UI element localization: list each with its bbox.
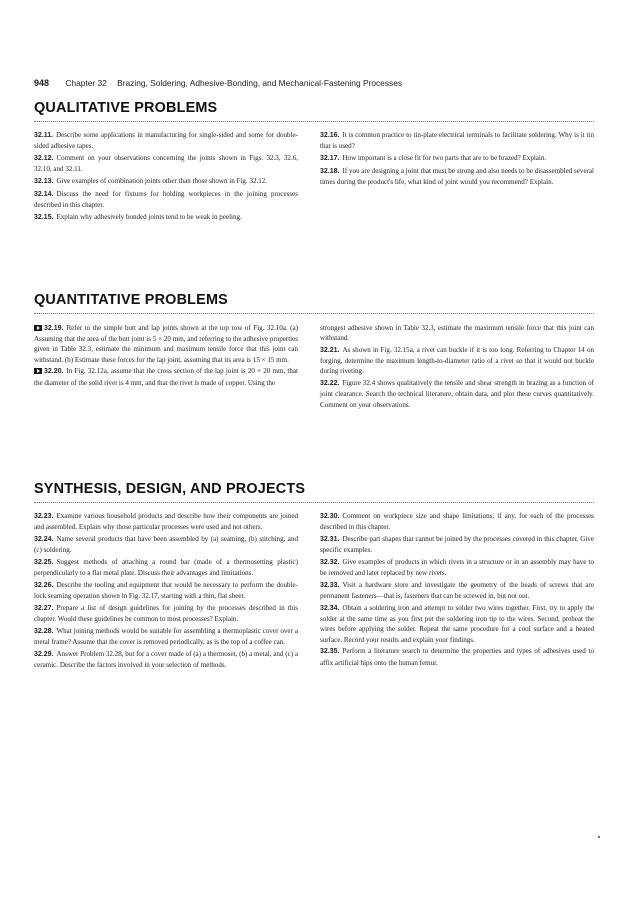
problem-text: Give examples of products in which rivets in a structure or in an assembly may have to be removed and later replaced by new rivets. <box>320 558 594 578</box>
problem-item <box>34 511 298 532</box>
problem-number: 32.13. <box>34 178 54 185</box>
problem-item <box>34 153 298 174</box>
problem-item <box>320 603 594 645</box>
problem-item <box>34 189 298 210</box>
problem-number: 32.27. <box>34 605 54 612</box>
problem-item <box>34 176 298 187</box>
problem-item <box>34 366 298 387</box>
problem-number: 32.32. <box>320 559 340 566</box>
problem-text: Comment on workpiece size and shape limitations, if any, for each of the processes described in this chapter. <box>320 512 594 532</box>
section-rule <box>34 121 594 122</box>
quantitative-right-column <box>320 323 594 411</box>
problem-item <box>320 646 594 667</box>
problem-text: How important is a close fit for two parts that are to be brazed? Explain. <box>342 154 547 162</box>
section-title-quantitative: QUANTITATIVE PROBLEMS <box>34 292 228 308</box>
problem-item <box>320 378 594 410</box>
problem-number: 32.14. <box>34 190 54 198</box>
section-title-synthesis: SYNTHESIS, DESIGN, AND PROJECTS <box>34 481 306 497</box>
flag-icon <box>34 368 42 374</box>
section-title-qualitative: QUALITATIVE PROBLEMS <box>34 100 218 116</box>
section-rule <box>34 313 594 314</box>
problem-item <box>34 649 298 670</box>
running-header <box>34 78 594 88</box>
problem-text: If you are designing a joint that must be strong and also needs to be disassembled several times during the product's life, what kind of joint would you recommend? Explain. <box>320 166 594 186</box>
qualitative-right-column <box>320 130 594 189</box>
problem-number: 32.34. <box>320 605 340 612</box>
problem-number: 32.28. <box>34 628 54 635</box>
problem-item <box>320 511 594 532</box>
problem-text: As shown in Fig. 32.15a, a rivet can buckle if it is too long. Referring to Chapter 14 on forging, determine the maximum length-to-diameter ratio of a rivet so that it would not buckle during riveting. <box>320 346 594 376</box>
problem-number: 32.23. <box>34 513 54 520</box>
page-mark <box>598 836 600 838</box>
problem-item <box>320 534 594 555</box>
problem-item <box>34 557 298 578</box>
problem-number: 32.15. <box>34 213 54 221</box>
problem-text: Comment on your observations concerning the joints shown in Figs. 32.3, 32.6, 32.10, and 32.11. <box>34 154 298 174</box>
problem-text: strongest adhesive shown in Table 32.3, estimate the maximum tensile force that this joint can withstand. <box>320 324 594 343</box>
problem-text: Figure 32.4 shows qualitatively the tensile and shear strength in brazing as a function of joint clearance. Search the technical literature, obtain data, and plot these curves quantitatively. Comment on your observations. <box>320 379 594 409</box>
problem-number: 32.35. <box>320 648 340 656</box>
section-rule <box>34 502 594 503</box>
qualitative-left-column <box>34 130 298 225</box>
problem-text: Discuss the need for fixtures for holding workpieces in the joining processes described in this chapter. <box>34 189 298 209</box>
problem-number: 32.29. <box>34 651 54 658</box>
problem-number: 32.22. <box>320 380 340 388</box>
problem-text: Describe some applications in manufacturing for single-sided and some for double-sided adhesive tapes. <box>34 131 298 151</box>
problem-number: 32.20. <box>44 368 64 376</box>
problem-text: In Fig. 32.12a, assume that the cross section of the lap joint is 20 × 20 mm, that the diameter of the solid rivet is 4 mm, and that the rivet is made of copper. Using the <box>34 367 298 387</box>
problem-text: Visit a hardware store and investigate the geometry of the heads of screws that are permanent fasteners—that is, fasteners that can be screwed in, but not out. <box>320 581 594 601</box>
problem-text: Give examples of combination joints other than those shown in Fig. 32.12. <box>56 177 268 185</box>
synthesis-right-column <box>320 511 594 669</box>
chapter-label: Chapter 32 <box>65 78 107 88</box>
synthesis-left-column <box>34 511 298 672</box>
problem-number: 32.26. <box>34 582 54 589</box>
problem-item <box>34 130 298 151</box>
problem-number: 32.31. <box>320 536 340 543</box>
chapter-title: Brazing, Soldering, Adhesive-Bonding, and Mechanical-Fastening Processes <box>117 78 403 88</box>
problem-text: Describe the tooling and equipment that would be necessary to perform the double-lock seaming operation shown in Fig. 32.17, starting with a thin, flat sheet. <box>34 581 298 601</box>
problem-item <box>320 153 594 164</box>
problem-number: 32.16. <box>320 132 340 139</box>
problem-number: 32.12. <box>34 155 54 162</box>
problem-text: Describe part shapes that cannot be joined by the processes covered in this chapter. Give specific examples. <box>320 535 594 555</box>
problem-number: 32.25. <box>34 559 54 566</box>
problem-item <box>320 130 594 151</box>
problem-text: Refer to the simple butt and lap joints shown at the top row of Fig. 32.10a. (a) Assuming that the area of the butt joint is 5 × 20 mm, and referring to the adhesive properties given in Table 32.3, estimate the minimum and maximum tensile force that this joint can withstand. (b) Estimate these forces for the lap joint, assuming that its area is 15 × 15 mm. <box>34 324 298 364</box>
problem-text: Prepare a list of design guidelines for joining by the processes described in this chapter. Would these guidelines be common to most processes? Explain. <box>34 604 298 624</box>
problem-text: Suggest methods of attaching a round bar (made of a thermosetting plastic) perpendicularly to a flat metal plate. Discuss their advantages and limitations. <box>34 558 298 578</box>
problem-number: 32.18. <box>320 167 340 175</box>
problem-item <box>320 323 594 343</box>
problem-number: 32.21. <box>320 347 340 354</box>
flag-icon <box>34 325 42 331</box>
problem-item <box>34 534 298 555</box>
problem-number: 32.33. <box>320 582 340 589</box>
problem-number: 32.11. <box>34 132 54 139</box>
problem-number: 32.17. <box>320 155 340 162</box>
problem-text: Name several products that have been assembled by (a) seaming, (b) stitching, and (c) soldering. <box>34 535 298 555</box>
problem-item <box>34 212 298 223</box>
problem-text: Perform a literature search to determine the properties and types of adhesives used to affix artificial hips onto the human femur. <box>320 647 594 667</box>
problem-item <box>34 626 298 647</box>
problem-text: Examine various household products and describe how their components are joined and assembled. Explain why those particular processes were used and not others. <box>34 512 298 532</box>
problem-item <box>34 580 298 601</box>
problem-text: What joining methods would be suitable for assembling a thermoplastic cover over a metal frame? Assume that the cover is removed periodically, as is the top of a coffee can. <box>34 627 298 647</box>
quantitative-left-column <box>34 323 298 389</box>
problem-item <box>34 323 298 365</box>
problem-number: 32.19. <box>44 325 64 332</box>
problem-number: 32.24. <box>34 536 54 543</box>
problem-text: It is common practice to tin-plate electrical terminals to facilitate soldering. Why is it tin that is used? <box>320 131 594 151</box>
problem-text: Explain why adhesively bonded joints tend to be weak in peeling. <box>56 212 242 221</box>
problem-text: Obtain a soldering iron and attempt to solder two wires together. First, try to apply the solder at the same time as you first put the soldering iron tip to the wires. Second, preheat the wires before applying the solder. Repeat the same procedure for a cool surface and a heated surface. Record your results and explain your findings. <box>320 604 594 644</box>
problem-item <box>320 166 594 187</box>
problem-item <box>320 345 594 377</box>
problem-number: 32.30. <box>320 513 340 520</box>
problem-text: Answer Problem 32.28, but for a cover made of (a) a thermoset, (b) a metal, and (c) a ceramic. Describe the factors involved in your selection of methods. <box>34 650 298 670</box>
problem-item <box>320 557 594 578</box>
problem-item <box>320 580 594 601</box>
page-number: 948 <box>34 78 50 88</box>
problem-item <box>34 603 298 624</box>
